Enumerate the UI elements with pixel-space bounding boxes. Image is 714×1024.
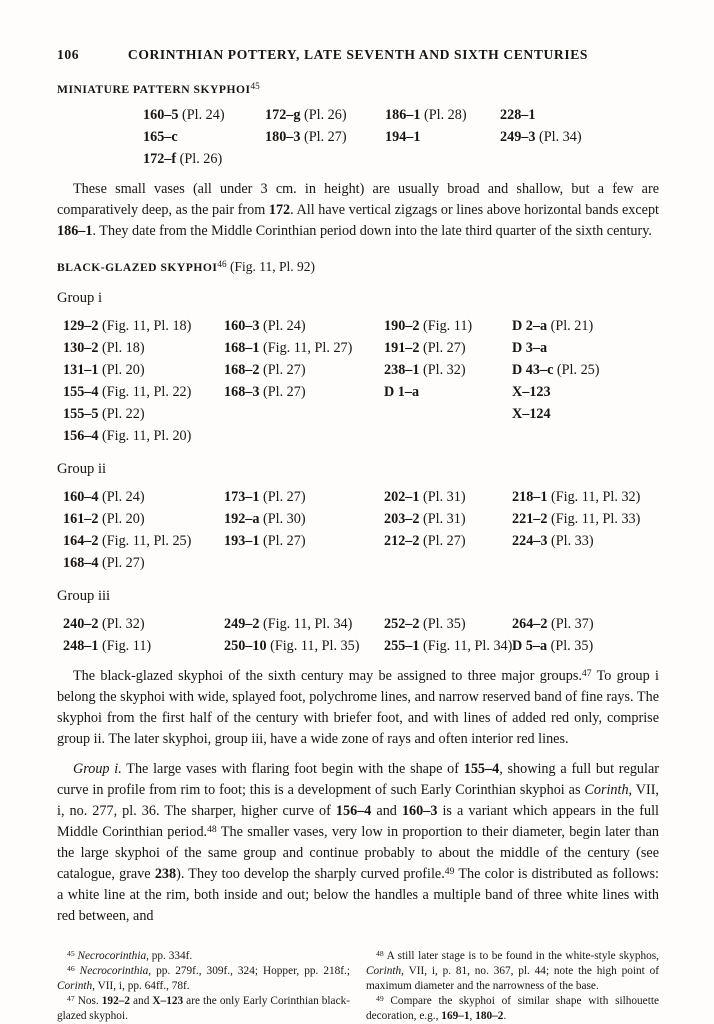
- footnote: $^{46}$ Necrocorinthia, pp. 279f., 309f., 324; Hopper, pp. 218f.; Corinth, VII, i, pp. 64ff., 78f.: [57, 963, 350, 992]
- catalog-entry: 161–2 (Pl. 20): [63, 511, 145, 527]
- catalog-entry: 129–2 (Fig. 11, Pl. 18): [63, 318, 192, 334]
- catalog-entry: 172–g (Pl. 26): [265, 107, 347, 123]
- catalog-entry: 264–2 (Pl. 37): [512, 616, 594, 632]
- section-heading-miniature-skyphoi: [57, 80, 659, 98]
- catalog-entry: 172–f (Pl. 26): [143, 151, 223, 167]
- catalog-table-group-iii: [63, 613, 659, 657]
- footnote-column-left: [57, 949, 350, 1024]
- catalog-entry: 190–2 (Fig. 11): [384, 318, 473, 334]
- catalog-entry: 165–c: [143, 129, 178, 145]
- catalog-entry: X–124: [512, 406, 551, 422]
- footnote: $^{47}$ Nos. 192–2 and X–123 are the only Early Corinthian black-glazed skyphoi.: [57, 993, 350, 1022]
- catalog-entry: 193–1 (Pl. 27): [224, 533, 306, 549]
- footnote: $^{45}$ Necrocorinthia, pp. 334f.: [67, 948, 193, 962]
- catalog-table-group-ii: [63, 486, 659, 574]
- footnote: $^{48}$ A still later stage is to be found in the white-style skyphos, Corinth, VII, i, p. 81, no. 367, pl. 44; note the high point of maximum diameter and the narrowness of the base.: [366, 948, 659, 992]
- catalog-entry: 160–5 (Pl. 24): [143, 107, 225, 123]
- footnote-column-right: [366, 949, 659, 1024]
- catalog-entry: [384, 403, 512, 425]
- section-heading-caps: MINIATURE PATTERN SKYPHOI: [57, 83, 251, 96]
- footnote-ref-46: 46: [217, 258, 227, 269]
- section-heading-rest: (Fig. 11, Pl. 92): [226, 259, 315, 274]
- catalog-entry: 255–1 (Fig. 11, Pl. 34): [384, 638, 513, 654]
- catalog-entry: 186–1 (Pl. 28): [385, 107, 467, 123]
- catalog-entry: 155–4 (Fig. 11, Pl. 22): [63, 384, 192, 400]
- catalog-entry: D 43–c (Pl. 25): [512, 362, 600, 378]
- catalog-entry: 160–4 (Pl. 24): [63, 489, 145, 505]
- catalog-entry: [512, 425, 659, 447]
- catalog-entry: 218–1 (Fig. 11, Pl. 32): [512, 489, 641, 505]
- catalog-entry: 192–a (Pl. 30): [224, 511, 306, 527]
- catalog-entry: 173–1 (Pl. 27): [224, 489, 306, 505]
- paragraph-miniature: These small vases (all under 3 cm. in height) are usually broad and shallow, but a few are comparatively deep, as the pair from 172. All have vertical zigzags or lines above horizontal bands except 186–1. They date from the Middle Corinthian period down into the late third quarter of the sixth century.: [57, 181, 659, 239]
- catalog-entry: 130–2 (Pl. 18): [63, 340, 145, 356]
- catalog-entry: 249–2 (Fig. 11, Pl. 34): [224, 616, 353, 632]
- catalog-entry: [265, 148, 385, 170]
- group-label-iii: Group iii: [57, 588, 111, 604]
- catalog-entry: 249–3 (Pl. 34): [500, 129, 582, 145]
- catalog-entry: 238–1 (Pl. 32): [384, 362, 466, 378]
- catalog-entry: 180–3 (Pl. 27): [265, 129, 347, 145]
- catalog-entry: 164–2 (Fig. 11, Pl. 25): [63, 533, 192, 549]
- catalog-entry: 250–10 (Fig. 11, Pl. 35): [224, 638, 360, 654]
- catalog-entry: 194–1: [385, 129, 421, 145]
- catalog-entry: [224, 552, 384, 574]
- paragraph-group-i-discussion: Group i. The large vases with flaring foot begin with the shape of 155–4, showing a full but regular curve in profile from rim to foot; this is a development of such Early Corinthian skyphoi as Corinth, VII, i, no. 277, pl. 36. The sharper, higher curve of 156–4 and 160–3 is a variant which appears in the full Middle Corinthian period.$^{48}$ The smaller vases, very low in proportion to their diameter, begin later than the large skyphoi of the same group and continue probably to about the middle of the century (see catalogue, grave 238). They too develop the sharply curved profile.$^{49}$ The color is distributed as follows: a white line at the rim, both inside and out; below the handles a multiple band of three white lines with red between, and: [57, 761, 659, 924]
- catalog-entry: D 5–a (Pl. 35): [512, 638, 594, 654]
- catalog-entry: 168–3 (Pl. 27): [224, 384, 306, 400]
- catalog-entry: 160–3 (Pl. 24): [224, 318, 306, 334]
- catalog-entry: 156–4 (Fig. 11, Pl. 20): [63, 428, 192, 444]
- catalog-entry: [384, 552, 512, 574]
- catalog-entry: 202–1 (Pl. 31): [384, 489, 466, 505]
- catalog-entry: 221–2 (Fig. 11, Pl. 33): [512, 511, 641, 527]
- group-label-i: Group i: [57, 290, 102, 306]
- catalog-entry: 248–1 (Fig. 11): [63, 638, 152, 654]
- catalog-entry: 168–4 (Pl. 27): [63, 555, 145, 571]
- catalog-entry: 203–2 (Pl. 31): [384, 511, 466, 527]
- catalog-entry: [500, 148, 659, 170]
- footnotes: [57, 949, 659, 1024]
- catalog-table-miniature: [143, 104, 659, 170]
- catalog-entry: 224–3 (Pl. 33): [512, 533, 594, 549]
- catalog-entry: 168–1 (Fig. 11, Pl. 27): [224, 340, 353, 356]
- page-header: [57, 46, 659, 64]
- catalog-table-group-i: [63, 315, 659, 447]
- page-number: 106: [57, 47, 80, 62]
- section-heading-caps: BLACK-GLAZED SKYPHOI: [57, 261, 218, 274]
- catalog-entry: 252–2 (Pl. 35): [384, 616, 466, 632]
- group-label-ii: Group ii: [57, 461, 107, 477]
- catalog-entry: 168–2 (Pl. 27): [224, 362, 306, 378]
- catalog-entry: [224, 403, 384, 425]
- section-heading-black-glazed-skyphoi: [57, 258, 659, 276]
- catalog-entry: 212–2 (Pl. 27): [384, 533, 466, 549]
- catalog-entry: D 1–a: [384, 384, 420, 400]
- catalog-entry: 228–1: [500, 107, 536, 123]
- page-title: CORINTHIAN POTTERY, LATE SEVENTH AND SIXTH CENTURIES: [127, 47, 589, 62]
- catalog-entry: [512, 552, 659, 574]
- catalog-entry: [385, 148, 500, 170]
- catalog-entry: [224, 425, 384, 447]
- catalog-entry: D 2–a (Pl. 21): [512, 318, 594, 334]
- catalog-entry: 155–5 (Pl. 22): [63, 406, 145, 422]
- footnote: $^{49}$ Compare the skyphoi of similar shape with silhouette decoration, e.g., 169–1, 180–2.: [366, 993, 659, 1022]
- catalog-entry: 240–2 (Pl. 32): [63, 616, 145, 632]
- catalog-entry: D 3–a: [512, 340, 548, 356]
- paragraph-black-glazed-overview: The black-glazed skyphoi of the sixth century may be assigned to three major groups.$^{47}$ To group i belong the skyphoi with wide, splayed foot, polychrome lines, and narrow reserved band of fine rays. The skyphoi from the first half of the century with briefer foot, and with lines of added red only, comprise group ii. The later skyphoi, group iii, have a wide zone of rays and often interior red lines.: [57, 667, 659, 747]
- catalog-entry: X–123: [512, 384, 551, 400]
- footnote-ref-45: 45: [250, 80, 260, 91]
- catalog-entry: [384, 425, 512, 447]
- catalog-entry: 191–2 (Pl. 27): [384, 340, 466, 356]
- catalog-entry: 131–1 (Pl. 20): [63, 362, 145, 378]
